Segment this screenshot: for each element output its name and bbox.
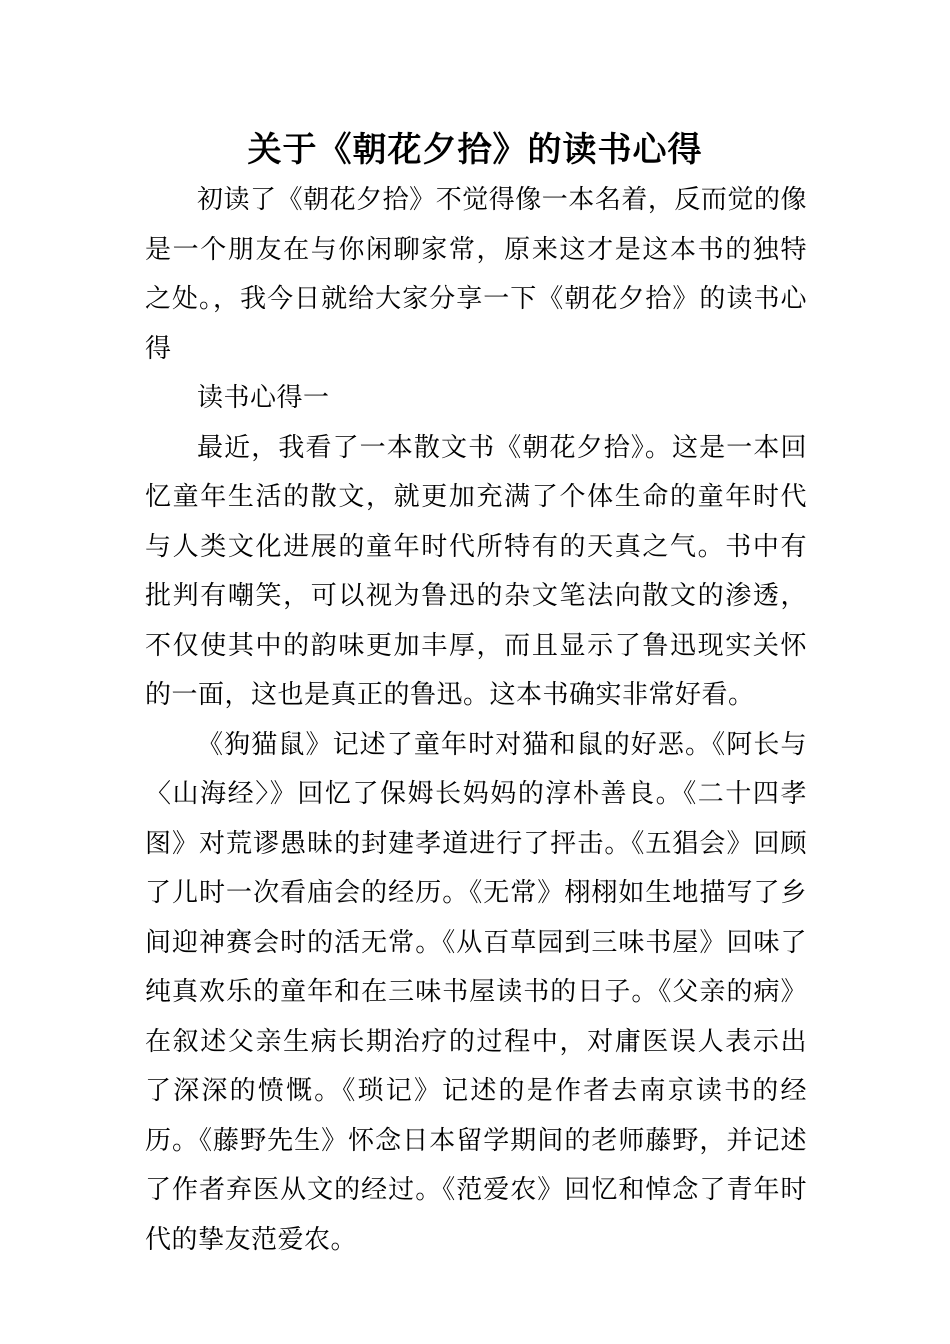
body-paragraph: 《狗猫鼠》记述了童年时对猫和鼠的好恶。《阿长与〈山海经〉》回忆了保姆长妈妈的淳朴善良。《二十四孝图》对荒谬愚昧的封建孝道进行了抨击。《五猖会》回顾了儿时一次看庙会的经历。《无常》栩栩如生地描写了乡间迎神赛会时的活无常。《从百草园到三味书屋》回味了纯真欢乐的童年和在三味书屋读书的日子。《父亲的病》在叙述父亲生病长期治疗的过程中，对庸医误人表示出了深深的愤慨。《琐记》记述的是作者去南京读书的经历。《藤野先生》怀念日本留学期间的老师藤野，并记述了作者弃医从文的经过。《范爱农》回忆和悼念了青年时代的挚友范爱农。 bbox=[145, 729, 807, 1255]
document-title: 关于《朝花夕拾》的读书心得 bbox=[247, 130, 703, 170]
section-heading: 读书心得一 bbox=[197, 383, 330, 413]
document-body bbox=[145, 176, 807, 1265]
intro-paragraph: 初读了《朝花夕拾》不觉得像一本名着，反而觉的像是一个朋友在与你闲聊家常，原来这才是这本书的独特之处。，我今日就给大家分享一下《朝花夕拾》的读书心得 bbox=[145, 185, 807, 364]
body-paragraph: 最近，我看了一本散文书《朝花夕拾》。这是一本回忆童年生活的散文，就更加充满了个体生命的童年时代与人类文化进展的童年时代所特有的天真之气。书中有批判有嘲笑，可以视为鲁迅的杂文笔法向散文的渗透，不仅使其中的韵味更加丰厚，而且显示了鲁迅现实关怀的一面，这也是真正的鲁迅。这本书确实非常好看。 bbox=[145, 432, 807, 710]
